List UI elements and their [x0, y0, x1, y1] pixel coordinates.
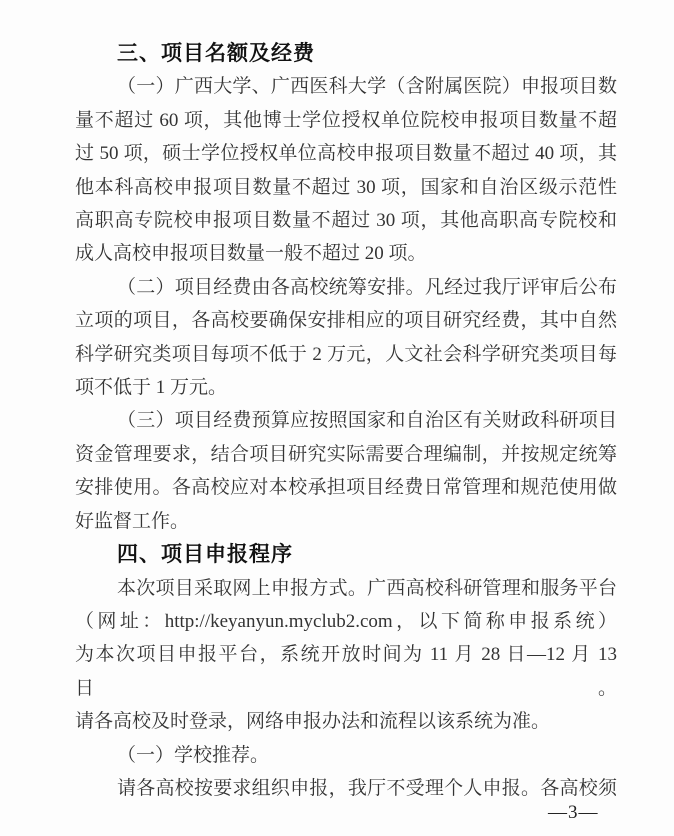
paragraph-school-recommendation-heading: [75, 739, 617, 772]
text-line-with-url: （网址：http://keyanyun.myclub2.com，以下简称申报系统）: [75, 610, 617, 632]
text-line: （二）项目经费由各高校统筹安排。凡经过我厅评审后公布: [117, 276, 617, 298]
text-line: 请各高校按要求组织申报，我厅不受理个人申报。各高校须: [117, 777, 617, 799]
paragraph-budget-rules: [75, 404, 617, 538]
text-line: 成人高校申报项目数量一般不超过 20 项。: [75, 243, 427, 265]
paragraph-online-application: [75, 572, 617, 739]
text-line: 为本次项目申报平台，系统开放时间为 11 月 28 日—12 月 13 日。: [75, 644, 617, 699]
text-line: 请各高校及时登录，网络申报办法和流程以该系统为准。: [75, 711, 551, 733]
text-line: 高职高专院校申报项目数量不超过 30 项，其他高职高专院校和: [75, 210, 617, 232]
paragraph-funding-arrangement: [75, 271, 617, 405]
text-line: 立项的项目，各高校要确保安排相应的项目研究经费，其中自然: [75, 310, 617, 332]
text-line: （一）广西大学、广西医科大学（含附属医院）申报项目数: [117, 76, 617, 98]
paragraph-school-recommendation-body: [75, 772, 617, 805]
text-line: 安排使用。各高校应对本校承担项目经费日常管理和规范使用做: [75, 477, 617, 499]
text-line: 资金管理要求，结合项目研究实际需要合理编制，并按规定统筹: [75, 443, 617, 465]
section-heading-quota-and-funds: 三、项目名额及经费: [117, 42, 315, 65]
text-line: （三）项目经费预算应按照国家和自治区有关财政科研项目: [117, 410, 617, 432]
text-line: 本次项目采取网上申报方式。广西高校科研管理和服务平台: [117, 577, 617, 599]
text-line: 好监督工作。: [75, 510, 190, 532]
section-heading-application-procedure: 四、项目申报程序: [117, 543, 293, 567]
paragraph-quota: [75, 70, 617, 270]
text-line: 他本科高校申报项目数量不超过 30 项，国家和自治区级示范性: [75, 176, 617, 198]
text-line: （一）学校推荐。: [117, 744, 270, 766]
text-line: 科学研究类项目每项不低于 2 万元，人文社会科学研究类项目每: [75, 343, 617, 365]
text-line: 项不低于 1 万元。: [75, 377, 228, 399]
text-line: 量不超过 60 项，其他博士学位授权单位院校申报项目数量不超: [75, 109, 617, 131]
text-line: 过 50 项，硕士学位授权单位高校申报项目数量不超过 40 项，其: [75, 143, 617, 165]
page-number: —3—: [548, 802, 599, 823]
document-content: [75, 37, 617, 805]
